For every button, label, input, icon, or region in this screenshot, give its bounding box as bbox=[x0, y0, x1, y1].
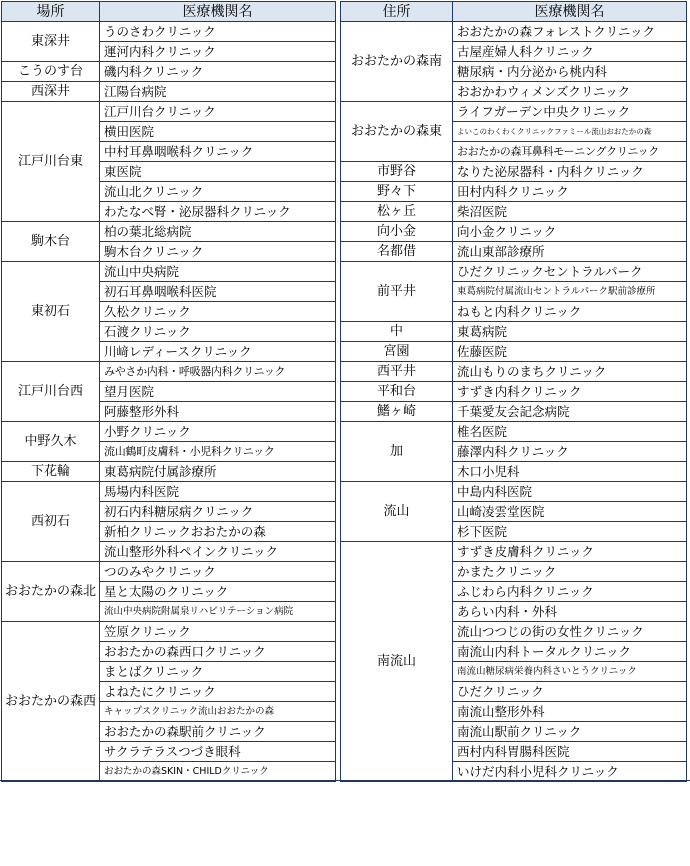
clinic-name-cell: 田村内科クリニック bbox=[453, 182, 687, 202]
area-cell: 流山 bbox=[341, 482, 453, 542]
clinic-name-cell: なりた泌尿器科・内科クリニック bbox=[453, 162, 687, 182]
header-row bbox=[2, 2, 336, 22]
clinic-name-cell: ひだクリニックセントラルパーク bbox=[453, 262, 687, 282]
area-cell: 駒木台 bbox=[2, 222, 100, 262]
table-row bbox=[341, 242, 687, 262]
area-cell: こうのす台 bbox=[2, 62, 100, 82]
clinic-name-cell: 望月医院 bbox=[100, 382, 336, 402]
clinic-name-cell: 流山東部診療所 bbox=[453, 242, 687, 262]
clinic-name-cell: 山崎凌雲堂医院 bbox=[453, 502, 687, 522]
area-header: 場所 bbox=[2, 2, 100, 22]
table-row bbox=[2, 82, 336, 102]
area-cell: 鰭ヶ崎 bbox=[341, 402, 453, 422]
area-cell: 野々下 bbox=[341, 182, 453, 202]
table-row bbox=[341, 482, 687, 502]
clinic-name-cell: 東医院 bbox=[100, 162, 336, 182]
clinic-name-cell: 駒木台クリニック bbox=[100, 242, 336, 262]
address-header: 住所 bbox=[341, 2, 453, 22]
right-table-body bbox=[341, 22, 687, 782]
clinic-name-cell: よねたにクリニック bbox=[100, 682, 336, 702]
clinic-name-cell: 千葉愛友会記念病院 bbox=[453, 402, 687, 422]
clinic-name-cell: ライフガーデン中央クリニック bbox=[453, 102, 687, 122]
clinic-name-cell: おおたかの森SKIN・CHILDクリニック bbox=[100, 762, 336, 782]
clinic-name-cell: 磯内科クリニック bbox=[100, 62, 336, 82]
clinic-name-cell: 中村耳鼻咽喉科クリニック bbox=[100, 142, 336, 162]
area-cell: 南流山 bbox=[341, 542, 453, 782]
table-row bbox=[2, 262, 336, 282]
clinic-name-cell: 江戸川台クリニック bbox=[100, 102, 336, 122]
clinic-name-cell: 初石内科糖尿病クリニック bbox=[100, 502, 336, 522]
header-row bbox=[341, 2, 687, 22]
clinic-name-cell: 流山鶴町皮膚科・小児科クリニック bbox=[100, 442, 336, 462]
clinic-name-cell: 運河内科クリニック bbox=[100, 42, 336, 62]
clinic-name-cell: ねもと内科クリニック bbox=[453, 302, 687, 322]
area-cell: おおたかの森北 bbox=[2, 562, 100, 622]
table-row bbox=[2, 462, 336, 482]
clinic-name-cell: おおかわウィメンズクリニック bbox=[453, 82, 687, 102]
bottom-rule bbox=[0, 780, 690, 781]
table-row bbox=[341, 402, 687, 422]
table-row bbox=[2, 22, 336, 42]
clinic-name-cell: すずき皮膚科クリニック bbox=[453, 542, 687, 562]
clinic-name-cell: まとばクリニック bbox=[100, 662, 336, 682]
area-cell: 松ヶ丘 bbox=[341, 202, 453, 222]
clinic-name-cell: いけだ内科小児科クリニック bbox=[453, 762, 687, 782]
clinic-name-cell: 小野クリニック bbox=[100, 422, 336, 442]
area-cell: 東深井 bbox=[2, 22, 100, 62]
clinic-name-cell: 東葛病院付属診療所 bbox=[100, 462, 336, 482]
clinic-name-cell: 新柏クリニックおおたかの森 bbox=[100, 522, 336, 542]
area-cell: 西深井 bbox=[2, 82, 100, 102]
clinic-name-cell: 星と太陽のクリニック bbox=[100, 582, 336, 602]
table-row bbox=[2, 482, 336, 502]
clinic-name-cell: 南流山整形外科 bbox=[453, 702, 687, 722]
clinic-name-cell: 東葛病院 bbox=[453, 322, 687, 342]
area-cell: 下花輪 bbox=[2, 462, 100, 482]
clinic-name-cell: 南流山駅前クリニック bbox=[453, 722, 687, 742]
area-cell: 中 bbox=[341, 322, 453, 342]
table-row bbox=[341, 222, 687, 242]
area-cell: おおたかの森東 bbox=[341, 102, 453, 162]
clinic-name-cell: 久松クリニック bbox=[100, 302, 336, 322]
clinic-name-cell: 川﨑レディースクリニック bbox=[100, 342, 336, 362]
clinic-name-cell: つのみやクリニック bbox=[100, 562, 336, 582]
area-cell: 江戸川台西 bbox=[2, 362, 100, 422]
table-row bbox=[2, 562, 336, 582]
clinic-name-cell: すずき内科クリニック bbox=[453, 382, 687, 402]
clinic-name-cell: 流山北クリニック bbox=[100, 182, 336, 202]
clinic-name-cell: わたなべ腎・泌尿器科クリニック bbox=[100, 202, 336, 222]
clinic-name-cell: 藤澤内科クリニック bbox=[453, 442, 687, 462]
table-row bbox=[341, 422, 687, 442]
clinic-name-cell: ひだクリニック bbox=[453, 682, 687, 702]
clinic-name-cell: 東葛病院付属流山セントラルパーク駅前診療所 bbox=[453, 282, 687, 302]
clinic-name-cell: 向小金クリニック bbox=[453, 222, 687, 242]
table-row bbox=[341, 182, 687, 202]
clinic-name-cell: 杉下医院 bbox=[453, 522, 687, 542]
area-cell: 市野谷 bbox=[341, 162, 453, 182]
clinic-name-cell: ふじわら内科クリニック bbox=[453, 582, 687, 602]
area-cell: 西初石 bbox=[2, 482, 100, 562]
table-row bbox=[341, 342, 687, 362]
table-row bbox=[2, 422, 336, 442]
clinic-name-cell: 江陽台病院 bbox=[100, 82, 336, 102]
clinic-name-cell: 流山もりのまちクリニック bbox=[453, 362, 687, 382]
area-cell: 前平井 bbox=[341, 262, 453, 322]
clinic-name-cell: 流山つつじの街の女性クリニック bbox=[453, 622, 687, 642]
clinic-name-cell: おおたかの森フォレストクリニック bbox=[453, 22, 687, 42]
clinic-name-cell: 中島内科医院 bbox=[453, 482, 687, 502]
table-row bbox=[341, 102, 687, 122]
area-cell: おおたかの森西 bbox=[2, 622, 100, 782]
table-row bbox=[341, 362, 687, 382]
table-row bbox=[341, 162, 687, 182]
area-cell: 向小金 bbox=[341, 222, 453, 242]
clinic-name-cell: 笠原クリニック bbox=[100, 622, 336, 642]
left-table-body bbox=[2, 22, 336, 782]
clinic-name-cell: おおたかの森西口クリニック bbox=[100, 642, 336, 662]
clinic-name-cell: 南流山内科トータルクリニック bbox=[453, 642, 687, 662]
clinic-name-cell: 馬場内科医院 bbox=[100, 482, 336, 502]
area-cell: 宮園 bbox=[341, 342, 453, 362]
table-row bbox=[341, 322, 687, 342]
clinic-name-header: 医療機関名 bbox=[100, 2, 336, 22]
area-cell: 加 bbox=[341, 422, 453, 482]
left-clinic-table bbox=[1, 1, 336, 782]
area-cell: 江戸川台東 bbox=[2, 102, 100, 222]
clinic-name-cell: 柴沼医院 bbox=[453, 202, 687, 222]
clinic-name-cell: 石渡クリニック bbox=[100, 322, 336, 342]
clinic-name-cell: おおたかの森駅前クリニック bbox=[100, 722, 336, 742]
table-row bbox=[2, 222, 336, 242]
table-row bbox=[341, 382, 687, 402]
clinic-name-cell: あらい内科・外科 bbox=[453, 602, 687, 622]
clinic-name-cell: 糖尿病・内分泌から桃内科 bbox=[453, 62, 687, 82]
clinic-name-cell: 古屋産婦人科クリニック bbox=[453, 42, 687, 62]
area-cell: 中野久木 bbox=[2, 422, 100, 462]
table-row bbox=[341, 262, 687, 282]
clinic-name-header: 医療機関名 bbox=[453, 2, 687, 22]
table-row bbox=[341, 22, 687, 42]
table-row bbox=[2, 362, 336, 382]
clinic-name-cell: 西村内科胃腸科医院 bbox=[453, 742, 687, 762]
clinic-name-cell: うのさわクリニック bbox=[100, 22, 336, 42]
clinic-name-cell: キャップスクリニック流山おおたかの森 bbox=[100, 702, 336, 722]
area-cell: 名都借 bbox=[341, 242, 453, 262]
clinic-name-cell: 横田医院 bbox=[100, 122, 336, 142]
right-clinic-table bbox=[340, 1, 687, 782]
clinic-name-cell: 椎名医院 bbox=[453, 422, 687, 442]
clinic-name-cell: みやさか内科・呼吸器内科クリニック bbox=[100, 362, 336, 382]
table-row bbox=[341, 202, 687, 222]
clinic-name-cell: 流山中央病院附属泉リハビリテーション病院 bbox=[100, 602, 336, 622]
clinic-name-cell: かまたクリニック bbox=[453, 562, 687, 582]
clinic-name-cell: おおたかの森耳鼻科モーニングクリニック bbox=[453, 142, 687, 162]
clinic-name-cell: 柏の葉北総病院 bbox=[100, 222, 336, 242]
clinic-name-cell: よいこのわくわくクリニックファミール流山おおたかの森 bbox=[453, 122, 687, 142]
table-row bbox=[2, 102, 336, 122]
table-row bbox=[341, 542, 687, 562]
clinic-name-cell: サクラテラスつづき眼科 bbox=[100, 742, 336, 762]
clinic-name-cell: 阿藤整形外科 bbox=[100, 402, 336, 422]
area-cell: おおたかの森南 bbox=[341, 22, 453, 102]
clinic-name-cell: 流山中央病院 bbox=[100, 262, 336, 282]
clinic-name-cell: 木口小児科 bbox=[453, 462, 687, 482]
area-cell: 東初石 bbox=[2, 262, 100, 362]
clinic-name-cell: 流山整形外科ペインクリニック bbox=[100, 542, 336, 562]
table-row bbox=[2, 622, 336, 642]
clinic-name-cell: 初石耳鼻咽喉科医院 bbox=[100, 282, 336, 302]
table-row bbox=[2, 62, 336, 82]
area-cell: 西平井 bbox=[341, 362, 453, 382]
area-cell: 平和台 bbox=[341, 382, 453, 402]
clinic-name-cell: 佐藤医院 bbox=[453, 342, 687, 362]
clinic-name-cell: 南流山糖尿病栄養内科さいとうクリニック bbox=[453, 662, 687, 682]
